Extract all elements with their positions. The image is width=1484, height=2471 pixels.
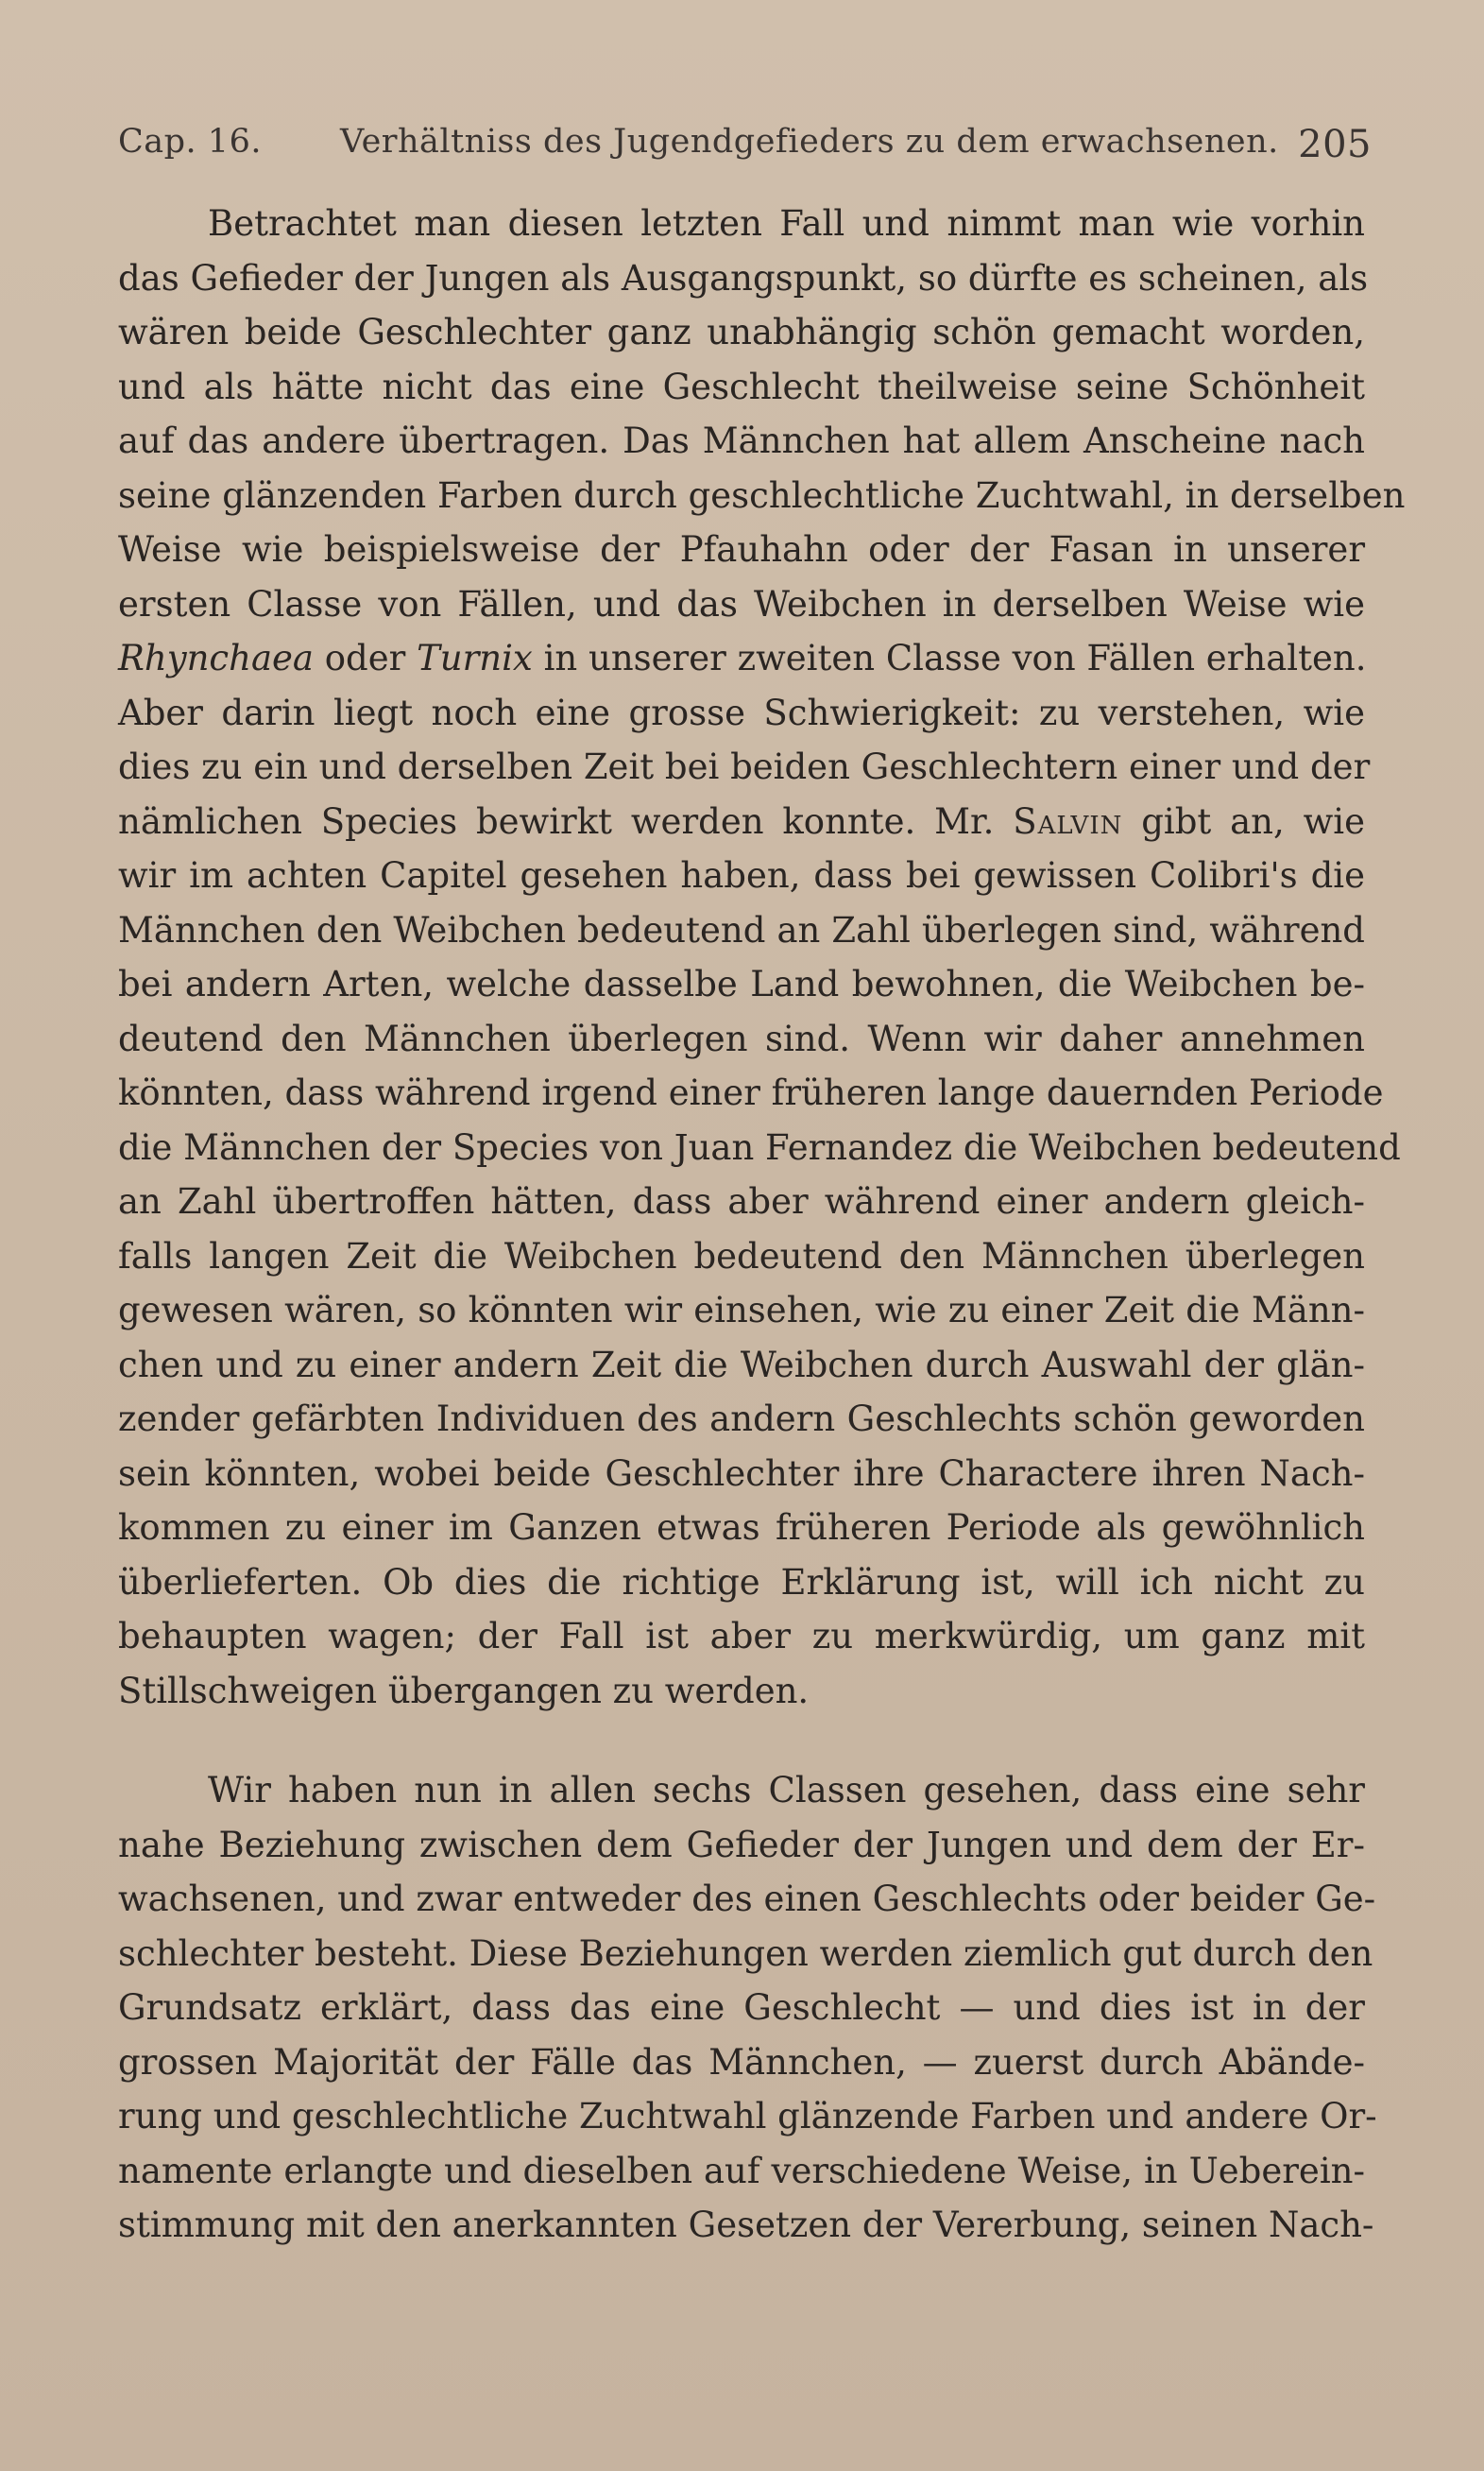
text-line: das Gefieder der Jungen als Ausgangspunkt, so dürfte es scheinen, als <box>118 257 1369 299</box>
text-line: an Zahl übertroffen hätten, dass aber während einer andern gleich- <box>118 1181 1365 1222</box>
running-title: Verhältniss des Jugendgefieders zu dem erwachsenen. <box>340 123 1279 161</box>
text-line <box>118 631 1365 686</box>
text-line: bei andern Arten, welche dasselbe Land bewohnen, die Weibchen be- <box>118 964 1365 1004</box>
paragraph-2 <box>118 1763 1377 2253</box>
text-line: gewesen wären, so könnten wir einsehen, wie zu einer Zeit die Männ- <box>118 1290 1365 1330</box>
text-line: seine glänzenden Farben durch geschlechtliche Zuchtwahl, in derselben <box>118 474 1406 516</box>
text-line: sein könnten, wobei beide Geschlechter ihre Charactere ihren Nach- <box>118 1452 1365 1494</box>
text-fragment: nämlichen Species bewirkt werden konnte. Mr. <box>118 800 1014 842</box>
text-line: ersten Classe von Fällen, und das Weibchen in derselben Weise wie <box>118 583 1365 625</box>
text-line: Grundsatz erklärt, dass das eine Geschlecht — und dies ist in der <box>118 1987 1365 2028</box>
text-line: wären beide Geschlechter ganz unabhängig schön gemacht worden, <box>118 312 1365 352</box>
text-fragment: oder <box>314 638 418 678</box>
text-fragment: in unserer zweiten Classe von Fällen erhalten. <box>532 638 1367 678</box>
text-line: auf das andere übertragen. Das Männchen hat allem Anscheine nach <box>118 420 1365 461</box>
text-line: wachsenen, und zwar entweder des einen Geschlechts oder beider Ge- <box>118 1879 1376 1919</box>
chapter-label: Cap. 16. <box>118 123 262 161</box>
italic-genus-turnix: Turnix <box>417 638 533 678</box>
text-line: zender gefärbten Individuen des andern Geschlechts schön geworden <box>118 1399 1365 1439</box>
text-line: nahe Beziehung zwischen dem Gefieder der Jungen und dem der Er- <box>118 1824 1365 1865</box>
text-line: stimmung mit den anerkannten Gesetzen der Vererbung, seinen Nach- <box>118 2205 1374 2245</box>
paragraph-1 <box>118 197 1406 1718</box>
text-line <box>118 795 1365 849</box>
small-caps-name-salvin: Salvin <box>1013 800 1123 842</box>
text-line: grossen Majorität der Fälle das Männchen, — zuerst durch Abände- <box>118 2041 1365 2083</box>
text-line: überlieferten. Ob dies die richtige Erklärung ist, will ich nicht zu <box>118 1561 1365 1603</box>
text-line: wir im achten Capitel gesehen haben, dass bei gewissen Colibri's die <box>118 855 1365 896</box>
text-line: Aber darin liegt noch eine grosse Schwierigkeit: zu verstehen, wie <box>118 692 1365 733</box>
text-fragment: gibt an, wie <box>1122 800 1366 842</box>
text-line: chen und zu einer andern Zeit die Weibchen durch Auswahl der glän- <box>118 1344 1365 1385</box>
text-line: könnten, dass während irgend einer früheren lange dauernden Periode <box>118 1072 1384 1113</box>
text-line: Wir haben nun in allen sechs Classen gesehen, dass eine sehr <box>208 1770 1365 1810</box>
italic-genus-rhynchaea: Rhynchaea <box>118 638 314 678</box>
running-head <box>118 113 1372 170</box>
text-line: deutend den Männchen überlegen sind. Wenn wir daher annehmen <box>118 1018 1365 1059</box>
page-number: 205 <box>1298 123 1372 166</box>
text-line: rung und geschlechtliche Zuchtwahl glänzende Farben und andere Or- <box>118 2096 1377 2136</box>
text-line: die Männchen der Species von Juan Fernandez die Weibchen bedeutend <box>118 1126 1401 1168</box>
text-line: schlechter besteht. Diese Beziehungen werden ziemlich gut durch den <box>118 1932 1373 1974</box>
text-line: behaupten wagen; der Fall ist aber zu merkwürdig, um ganz mit <box>118 1616 1365 1656</box>
text-line: dies zu ein und derselben Zeit bei beiden Geschlechtern einer und der <box>118 746 1371 787</box>
text-line: falls langen Zeit die Weibchen bedeutend den Männchen überlegen <box>118 1235 1365 1277</box>
book-page <box>118 113 1406 2253</box>
text-line: Stillschweigen übergangen zu werden. <box>118 1670 810 1711</box>
text-line: Weise wie beispielsweise der Pfauhahn oder der Fasan in unserer <box>118 529 1365 570</box>
text-line: kommen zu einer im Ganzen etwas früheren Periode als gewöhnlich <box>118 1507 1365 1548</box>
text-line: Männchen den Weibchen bedeutend an Zahl überlegen sind, während <box>118 909 1365 951</box>
text-line: Betrachtet man diesen letzten Fall und nimmt man wie vorhin <box>208 203 1365 244</box>
text-line: namente erlangte und dieselben auf verschiedene Weise, in Ueberein- <box>118 2150 1365 2191</box>
text-line: und als hätte nicht das eine Geschlecht theilweise seine Schönheit <box>118 366 1365 407</box>
